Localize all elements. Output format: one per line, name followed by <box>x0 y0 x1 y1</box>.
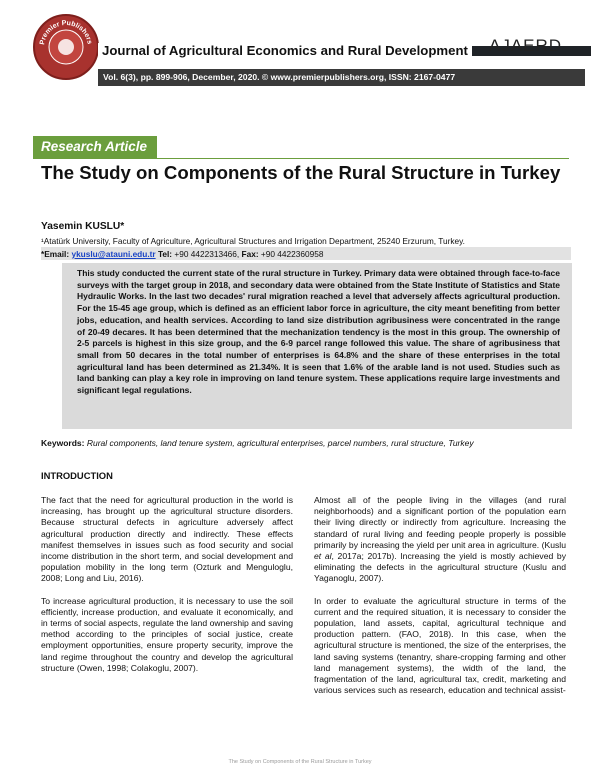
contact-line <box>41 248 323 260</box>
publisher-logo <box>33 14 99 80</box>
paragraph-part: Almost all of the people living in the villages (and rural neighborhoods) and a significant portion of the population earn their living directly or indirectly from agriculture. Increasing the standard of rural living and feeding people properly is possible primarily by increasing the yield per unit area in agriculture. (Kuslu <box>314 495 566 550</box>
article-title: The Study on Components of the Rural Structure in Turkey <box>41 162 561 183</box>
paragraph: To increase agricultural production, it is necessary to use the soil efficiently, increase production, and evaluate it economically, and in terms of social aspects, regulate the land ownership and saving method according to the principles of social justice, create employment opportunities, ensure property security, improve the land regime throughout the country and develop the agricultural structure (Owen, 1998; Colakoglu, 2007). <box>41 595 293 673</box>
tel-label: Tel: <box>157 249 173 259</box>
paragraph: In order to evaluate the agricultural structure in terms of the current and the required situation, it is necessary to consider the population, land assets, capital, agricultural technique and production pattern. (FAO, 2018). In this case, when the agricultural structure is mentioned, the size of the enterprises, the land saving systems (tenantry, share-cropping farming and other land management systems), the width of the land, the fragmentation of the land, agricultural tax, credit, marketing and various services such as research, education and technical assist- <box>314 595 566 696</box>
publisher-logo-icon <box>35 16 97 78</box>
author-name: Yasemin KUSLU* <box>41 221 125 232</box>
keywords-text: Rural components, land tenure system, agricultural enterprises, parcel numbers, rural structure, Turkey <box>86 438 474 448</box>
article-type-tag: Research Article <box>33 136 157 158</box>
fax-value: +90 4422360958 <box>260 249 324 259</box>
email-link[interactable]: ykuslu@atauni.edu.tr <box>71 249 156 259</box>
paragraph <box>314 495 566 585</box>
email-label: *Email: <box>41 249 70 259</box>
column-right <box>314 495 566 696</box>
journal-abbreviation: AJAERD <box>489 36 563 55</box>
paragraph-part: , 2017a; 2017b). Increasing the yield is mostly achieved by eliminating the defects in the agricultural structure (Kuslu and Yaganoglu, 2007). <box>314 551 566 584</box>
section-heading-introduction: INTRODUCTION <box>41 470 113 481</box>
tel-value: +90 4422313466, <box>174 249 240 259</box>
et-al: et al <box>314 551 332 562</box>
logo-text: Premier Publishers <box>39 19 93 46</box>
author-affiliation: ¹Atatürk University, Faculty of Agriculture, Agricultural Structures and Irrigation Department, 25240 Erzurum, Turkey. <box>41 236 465 246</box>
fax-label: Fax: <box>241 249 259 259</box>
journal-title: Journal of Agricultural Economics and Rural Development <box>98 43 472 59</box>
page-footer: The Study on Components of the Rural Structure in Turkey <box>228 759 372 765</box>
keywords <box>41 437 581 449</box>
tag-divider <box>33 158 569 159</box>
paragraph: The fact that the need for agricultural production in the world is increasing, has brought up the agricultural structure disorders. Because structural defects in agriculture adversely affect agricultural production directly and indirectly. These effects manifest themselves in issues such as food security and social income distribution in the short term, and social development and population mobility in the long term (Ozturk and Menguloglu, 2008; Long and Liu, 2016). <box>41 495 293 584</box>
abstract-text: This study conducted the current state of the rural structure in Turkey. Primary data were obtained through face-to-face surveys with the target group in 2018, and secondary data were obtained from the State Institute of Statistics and State Hydraulic Works. In the last two decades' rural migration reached a level that adversely affects agricultural production. For the 15-45 age group, which is defined as an efficient labor force in agriculture, the city meant benefiting from better jobs, education, and health services. According to land size distribution agribusiness were concentrated in the range of 20-49 decares. It has been determined that the mechanization tendency is the most in this group. The ownership of 2-5 parcels is highest in this size group, and the 6-9 parcel range followed this value. The share of agribusiness that small from 50 decares in the total number of enterprises is 64.8% and the share of these enterprises in the total agricultural land has been determined as 21.34%. It is seen that 1.6% of the arable land is not used. Studies such as land banking can play a key role in improving on land tenure system. These applications require large investments and significant legal regulations. <box>77 268 560 396</box>
keywords-label: Keywords: <box>41 438 85 448</box>
column-left <box>41 495 293 674</box>
journal-info-bar: Vol. 6(3), pp. 899-906, December, 2020. © www.premierpublishers.org, ISSN: 2167-0477 <box>98 69 585 86</box>
